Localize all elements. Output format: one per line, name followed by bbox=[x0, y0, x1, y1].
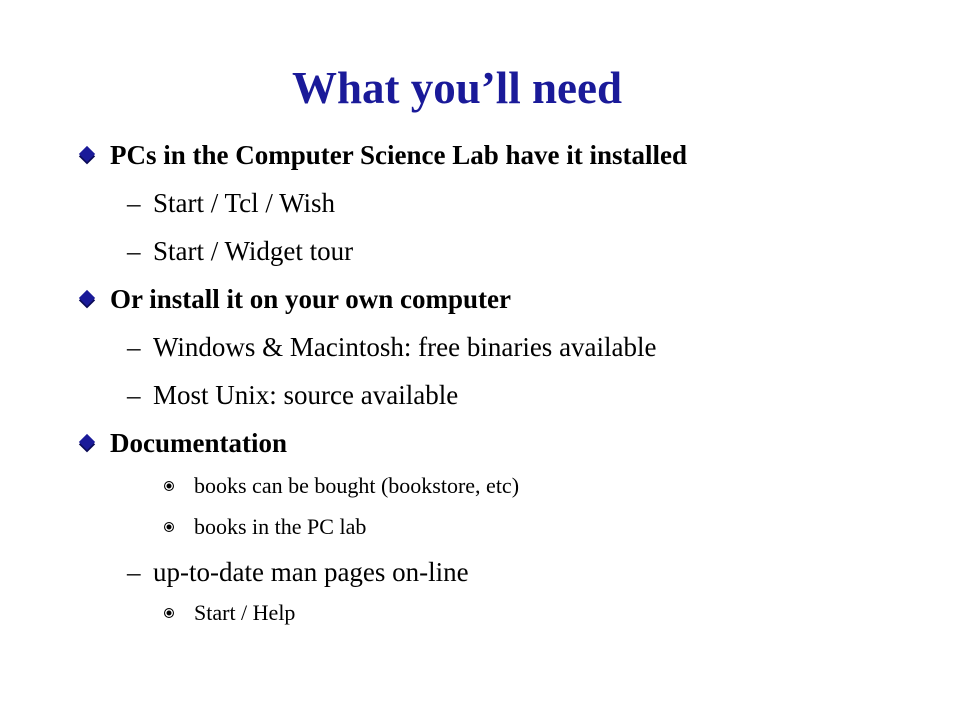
bullet-text: PCs in the Computer Science Lab have it installed bbox=[110, 140, 688, 170]
sub-sub-bullet-text: books can be bought (bookstore, etc) bbox=[194, 473, 520, 498]
dash-marker: – bbox=[127, 236, 141, 266]
slide-title: What you’ll need bbox=[291, 63, 623, 113]
sub-sub-bullet-text: books in the PC lab bbox=[194, 514, 367, 539]
dash-marker: – bbox=[127, 188, 141, 218]
sub-bullet-text: Start / Tcl / Wish bbox=[153, 188, 336, 218]
sub-sub-bullet-text: Start / Help bbox=[194, 600, 296, 625]
bullet-text: Documentation bbox=[110, 428, 287, 458]
circle-bullet-icon bbox=[164, 522, 174, 532]
diamond-bullet-icon bbox=[79, 434, 95, 450]
sub-bullet-text: Most Unix: source available bbox=[153, 380, 459, 410]
diamond-bullet-icon bbox=[79, 290, 95, 306]
dash-marker: – bbox=[127, 380, 141, 410]
circle-bullet-icon bbox=[164, 481, 174, 491]
diamond-bullet-icon bbox=[79, 146, 95, 162]
dash-marker: – bbox=[127, 557, 141, 587]
circle-bullet-icon bbox=[164, 608, 174, 618]
sub-bullet-text: Windows & Macintosh: free binaries available bbox=[153, 332, 657, 362]
sub-bullet-text: up-to-date man pages on-line bbox=[153, 557, 469, 587]
sub-bullet-text: Start / Widget tour bbox=[153, 236, 354, 266]
dash-marker: – bbox=[127, 332, 141, 362]
bullet-text: Or install it on your own computer bbox=[110, 284, 512, 314]
